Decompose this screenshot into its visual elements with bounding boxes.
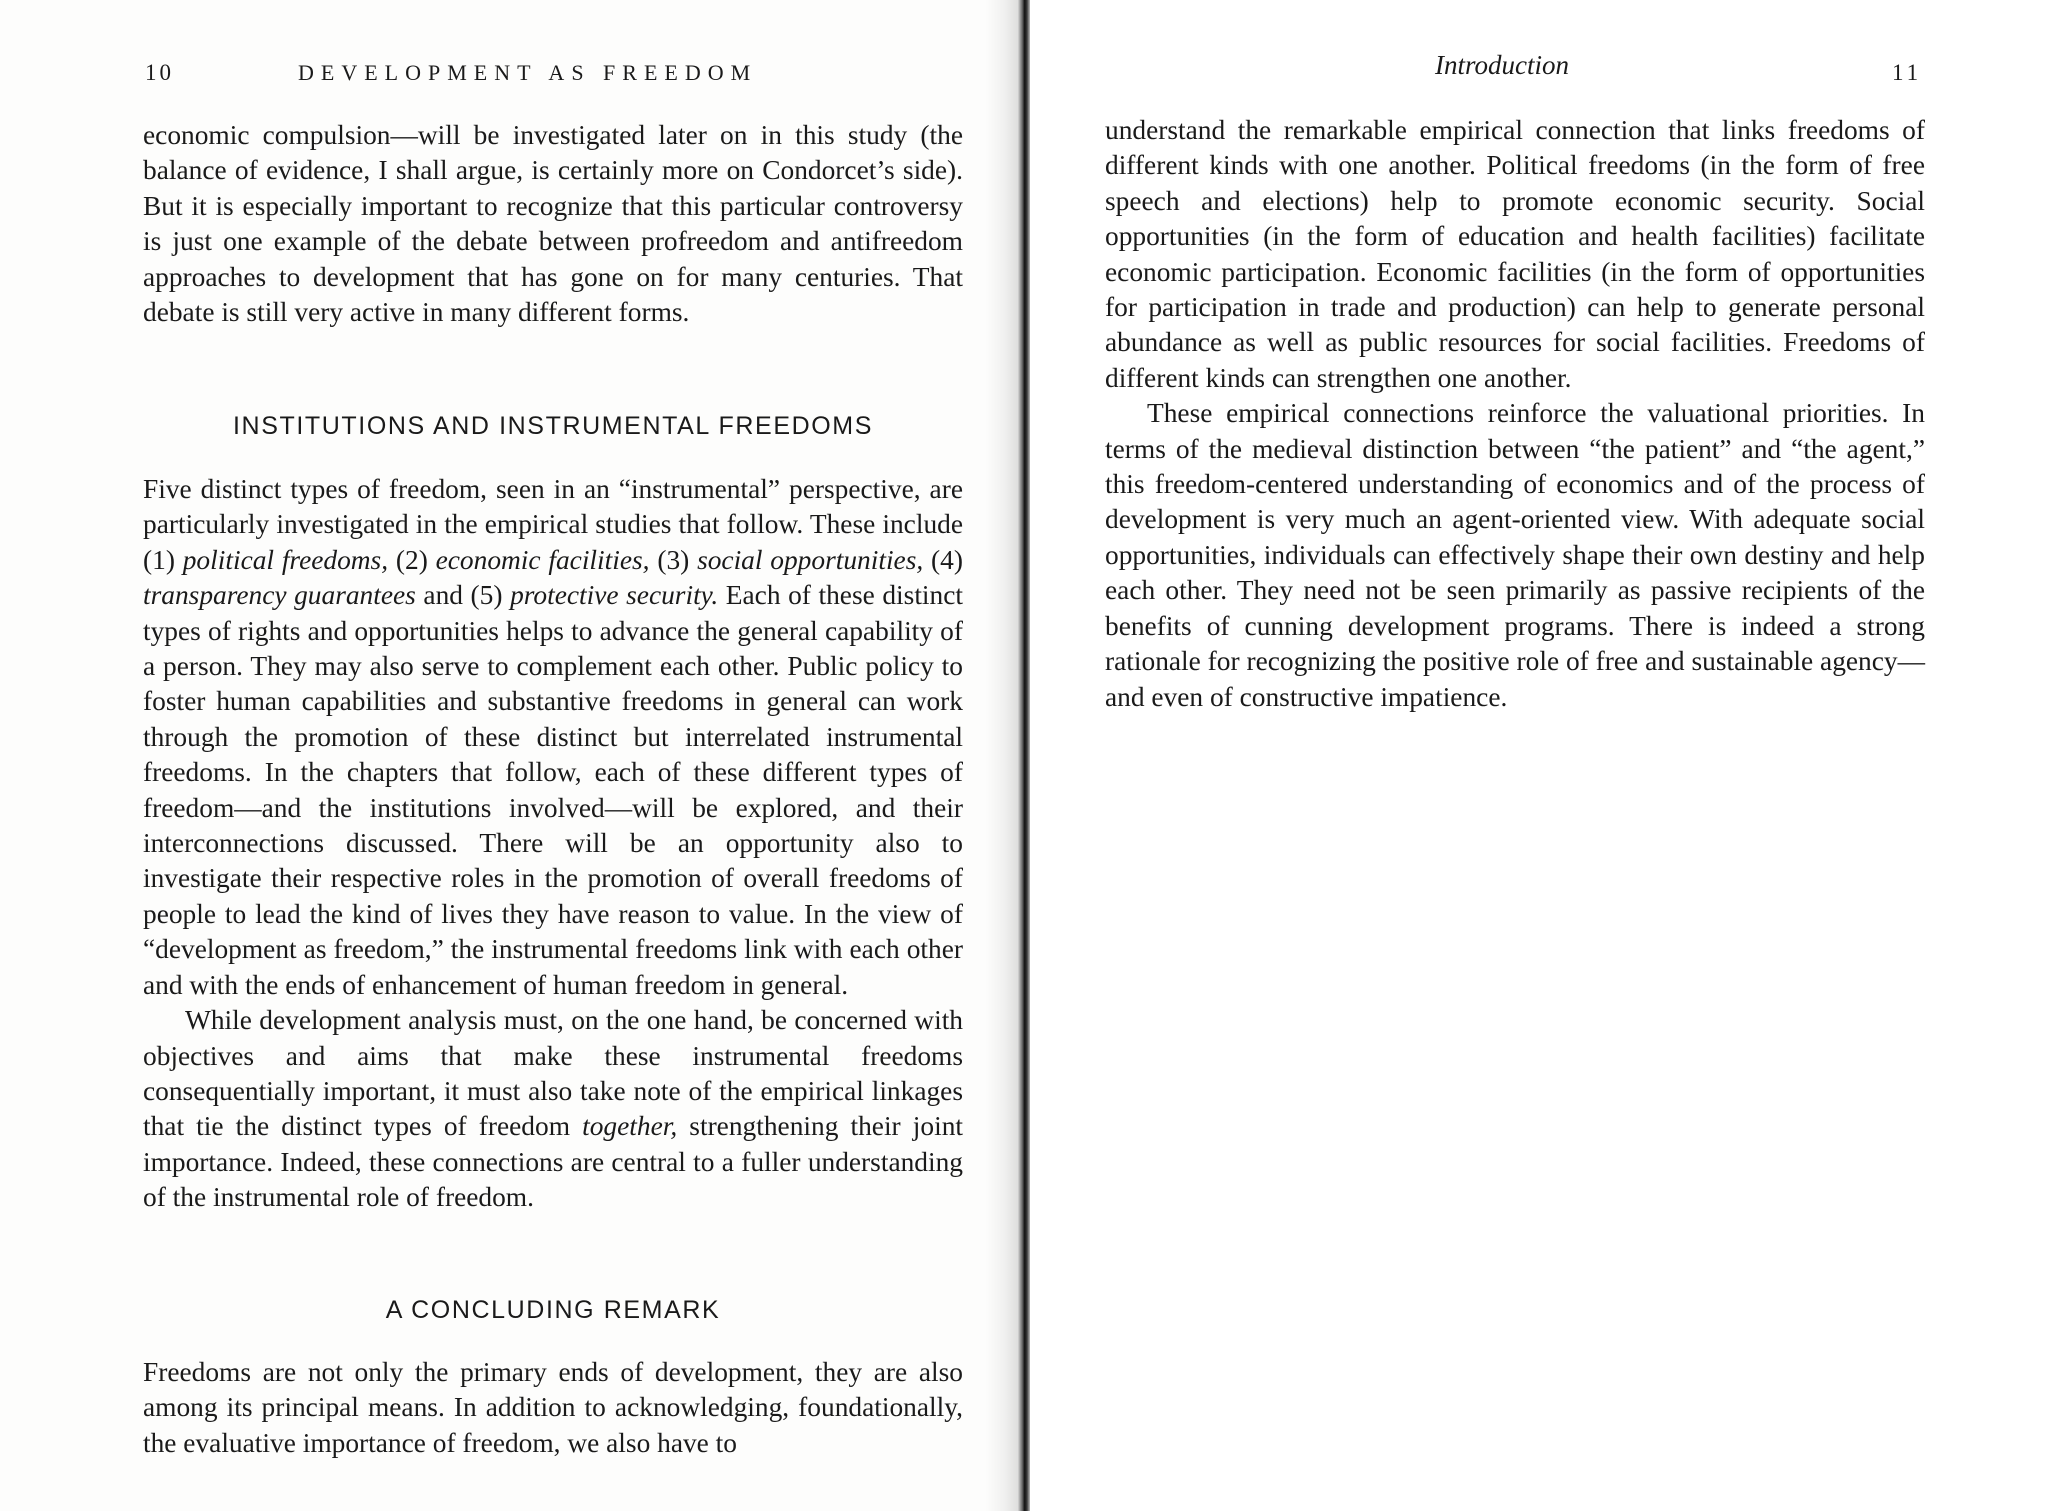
concluding-section-body bbox=[143, 1355, 963, 1461]
paragraph: economic compulsion—will be investigated later on in this study (the balance of evidence, I shall argue, is certainly more on Condorcet’s side). But it is especially important to recognize that this particular controversy is just one example of the debate between profreedom and antifreedom approaches to development that has gone on for many centuries. That debate is still very active in many different forms. bbox=[143, 120, 963, 328]
section-heading-concluding-remark: A CONCLUDING REMARK bbox=[385, 1296, 721, 1324]
running-head-left: DEVELOPMENT AS FREEDOM bbox=[298, 60, 758, 85]
paragraph: While development analysis must, on the one hand, be concerned with objectives and aims that make these instrumental freedoms consequentially important, it must also take note of the empirical linkages that tie the distinct types of freedom together, strengthening their joint importance. Indeed, these connections are central to a fuller understanding of the instrumental role of freedom. bbox=[143, 1005, 963, 1213]
page-number-left: 10 bbox=[145, 60, 174, 85]
emphasis-protective-security: protective security. bbox=[510, 580, 719, 611]
paragraph: Freedoms are not only the primary ends of development, they are also among its principal means. In addition to acknowledging, foundationally, the evaluative importance of freedom, we also have to bbox=[143, 1357, 963, 1458]
left-page bbox=[0, 0, 1018, 1511]
page-number-right: 11 bbox=[1892, 60, 1923, 85]
institutions-section-body bbox=[143, 472, 963, 1216]
emphasis-social-opportunities: social opportunities, bbox=[697, 544, 924, 575]
paragraph: These empirical connections reinforce the valuational priorities. In terms of the medieval distinction between “the patient” and “the agent,” this freedom-centered understanding of economics and of the process of development is very much an agent-oriented view. With adequate social opportunities, individuals can effectively shape their own destiny and help each other. They need not be seen primarily as passive recipients of the benefits of cunning development programs. There is indeed a strong rationale for recognizing the positive role of free and sustainable agency—and even of constructive impatience. bbox=[1105, 398, 1925, 712]
emphasis-together: together, bbox=[582, 1111, 678, 1142]
emphasis-transparency-guarantees: transparency guarantees bbox=[143, 580, 416, 611]
running-head-right: Introduction bbox=[1435, 50, 1569, 80]
section-heading-institutions: INSTITUTIONS AND INSTRUMENTAL FREEDOMS bbox=[233, 412, 873, 440]
emphasis-political-freedoms: political freedoms, bbox=[182, 544, 389, 575]
opening-paragraph-block bbox=[143, 118, 963, 330]
emphasis-economic-facilities: economic facilities, bbox=[435, 544, 650, 575]
paragraph: understand the remarkable empirical connection that links freedoms of different kinds with one another. Political freedoms (in the form of free speech and elections) help to promote economic security. Social opportunities (in the form of education and health facilities) facilitate economic participation. Economic facilities (in the form of opportunities for participation in trade and production) can help to generate personal abundance as well as public resources for social facilities. Freedoms of different kinds can strengthen one another. bbox=[1105, 115, 1925, 393]
paragraph: Five distinct types of freedom, seen in an “instrumental” perspective, are particularly investigated in the empirical studies that follow. These include (1) political freedoms, (2) economic facilities, (3) social opportunities, (4) transparency guarantees and (5) protective security. Each of these distinct types of rights and opportunities helps to advance the general capability of a person. They may also serve to complement each other. Public policy to foster human capabilities and substantive freedoms in general can work through the promotion of these distinct but interrelated instrumental freedoms. In the chapters that follow, each of these different types of freedom—and the institutions involved—will be explored, and their interconnections discussed. There will be an opportunity also to investigate their respective roles in the promotion of overall freedoms of people to lead the kind of lives they have reason to value. In the view of “development as freedom,” the instrumental freedoms link with each other and with the ends of enhancement of human freedom in general. bbox=[143, 474, 963, 1000]
gutter-shadow bbox=[985, 0, 1018, 1511]
book-gutter bbox=[1018, 0, 1030, 1511]
right-page-body bbox=[1105, 113, 1925, 715]
